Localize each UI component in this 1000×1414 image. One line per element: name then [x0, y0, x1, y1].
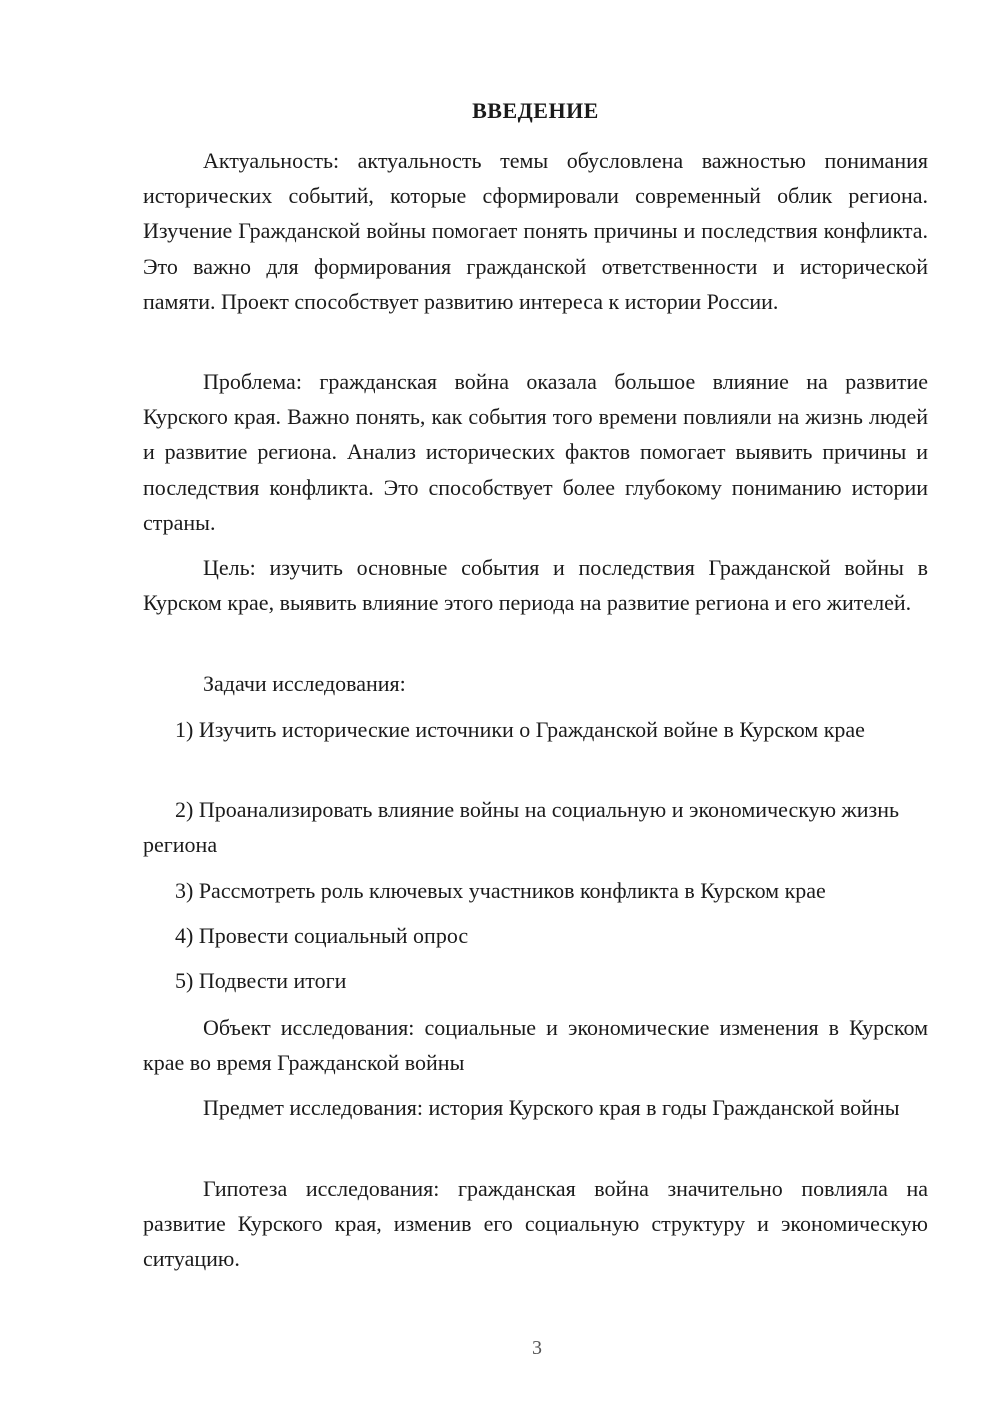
problem-paragraph: Проблема: гражданская война оказала большое влияние на развитие Курского края. Важно понять, как события того времени повлияли на жизнь людей и развитие региона. Анализ исторических фактов помогает выявить причины и последствия конфликта. Это способствует более глубокому пониманию истории страны. — [143, 369, 928, 535]
task-item-1: 1) Изучить исторические источники о Гражданской войне в Курском крае — [175, 717, 865, 742]
goal-paragraph: Цель: изучить основные события и последствия Гражданской войны в Курском крае, выявить влияние этого периода на развитие региона и его жителей. — [143, 555, 928, 616]
section-heading: ВВЕДЕНИЕ — [472, 98, 599, 123]
relevance-paragraph: Актуальность: актуальность темы обусловлена важностью понимания исторических событий, которые сформировали современный облик региона. Изучение Гражданской войны помогает понять причины и последствия конфликта. Это важно для формирования гражданской ответственности и исторической памяти. Проект способствует развитию интереса к истории России. — [143, 148, 928, 314]
subject-paragraph: Предмет исследования: история Курского края в годы Гражданской войны — [203, 1095, 900, 1120]
object-paragraph: Объект исследования: социальные и экономические изменения в Курском крае во время Гражданской войны — [143, 1015, 928, 1076]
hypothesis-paragraph: Гипотеза исследования: гражданская война значительно повлияла на развитие Курского края, изменив его социальную структуру и экономическую ситуацию. — [143, 1176, 928, 1272]
page-number: 3 — [532, 1337, 542, 1359]
tasks-heading: Задачи исследования: — [203, 671, 406, 696]
task-item-2: 2) Проанализировать влияние войны на социальную и экономическую жизнь региона — [143, 797, 900, 858]
task-item-4: 4) Провести социальный опрос — [175, 923, 469, 948]
document-page — [143, 0, 928, 1414]
task-item-3: 3) Рассмотреть роль ключевых участников конфликта в Курском крае — [175, 878, 826, 903]
task-item-5: 5) Подвести итоги — [175, 968, 347, 993]
